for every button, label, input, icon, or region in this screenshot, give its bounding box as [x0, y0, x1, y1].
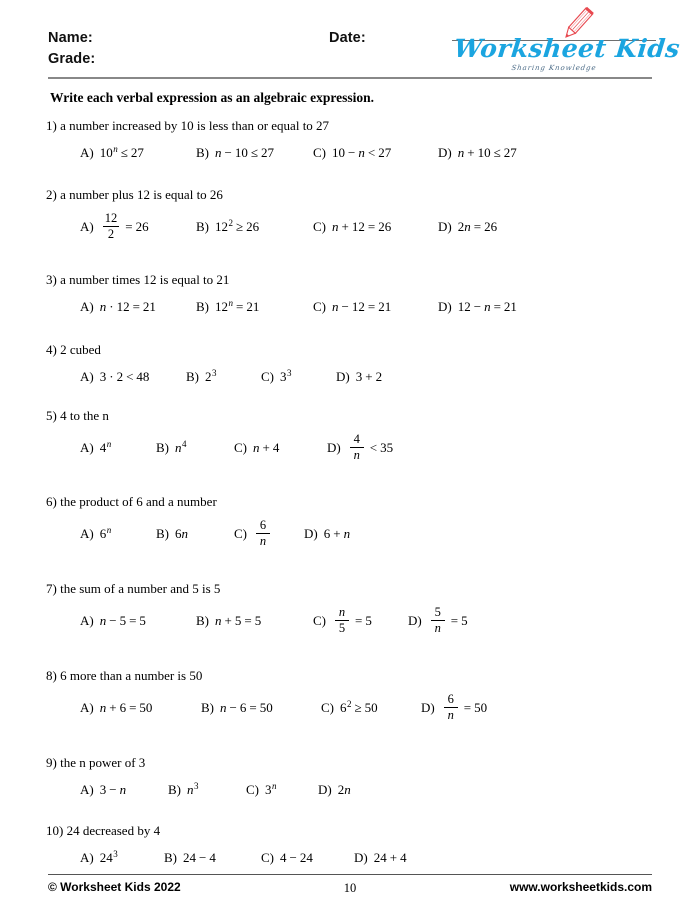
question-7-number: 7): [46, 581, 57, 596]
question-5-option-a[interactable]: [80, 428, 111, 468]
option-expression: 6 n: [99, 525, 112, 541]
option-expression: 10 n ≤ 27: [99, 144, 144, 160]
option-label: A): [80, 440, 94, 455]
question-7-option-b[interactable]: [196, 601, 261, 641]
question-9-option-b[interactable]: [168, 775, 199, 805]
question-10-option-b[interactable]: [164, 843, 216, 873]
question-1-options: [46, 138, 652, 172]
option-expression: $\frac{12}{2}$ = 26: [104, 211, 149, 241]
option-label: D): [438, 145, 452, 160]
option-label: D): [304, 526, 318, 541]
question-5: [46, 408, 652, 470]
question-9-number: 9): [46, 755, 57, 770]
header-divider: [48, 77, 652, 79]
option-label: C): [261, 369, 274, 384]
question-6-option-c[interactable]: [234, 514, 273, 554]
question-6-text: the product of 6 and a number: [60, 494, 217, 509]
question-3-number: 3): [46, 272, 57, 287]
question-7: [46, 581, 652, 643]
question-10-option-c[interactable]: [261, 843, 313, 873]
question-6-option-d[interactable]: [304, 514, 350, 554]
question-3-prompt: [46, 272, 652, 288]
question-4-option-a[interactable]: [80, 362, 149, 392]
worksheet-header: [48, 22, 682, 74]
directions-text: Write each verbal expression as an algebraic expression.: [50, 90, 374, 105]
question-5-option-d[interactable]: [327, 428, 393, 468]
option-label: A): [80, 613, 94, 628]
logo-brand-text: Worksheet Kids: [452, 34, 682, 63]
question-8-text: 6 more than a number is 50: [60, 668, 203, 683]
question-10-number: 10): [46, 823, 64, 838]
question-5-text: 4 to the n: [60, 408, 109, 423]
option-label: B): [168, 782, 181, 797]
question-6: [46, 494, 652, 556]
option-expression: $\frac{4}{n}$ < 35: [347, 428, 393, 468]
question-8-option-c[interactable]: [321, 688, 378, 728]
option-expression: n + 6 = 50: [99, 700, 153, 715]
question-10-prompt: [46, 823, 652, 839]
question-4-options: [46, 362, 652, 396]
option-expression: 12 n = 21: [215, 298, 260, 314]
footer-website[interactable]: www.worksheetkids.com: [509, 880, 652, 894]
option-label: B): [164, 850, 177, 865]
option-expression: 3 n: [265, 781, 277, 797]
question-8-option-a[interactable]: [80, 688, 152, 728]
question-9-option-a[interactable]: [80, 775, 126, 805]
option-expression: 6 + n: [323, 526, 351, 541]
option-expression: 2 n: [337, 782, 351, 797]
question-5-option-c[interactable]: [234, 428, 279, 468]
question-5-options: [46, 428, 652, 470]
option-label: D): [327, 440, 341, 455]
option-label: D): [318, 782, 332, 797]
option-label: C): [313, 145, 326, 160]
option-expression: 24 3: [99, 849, 118, 865]
question-8: [46, 668, 652, 730]
question-7-prompt: [46, 581, 652, 597]
footer-page-number: 10: [343, 881, 357, 895]
option-expression: 4 − 24: [280, 850, 313, 865]
option-label: A): [80, 850, 94, 865]
question-9-option-d[interactable]: [318, 775, 351, 805]
option-label: D): [336, 369, 350, 384]
option-label: B): [196, 219, 209, 234]
option-label: C): [313, 613, 326, 628]
option-expression: 2 3: [205, 368, 217, 384]
option-expression: 3 3: [280, 368, 292, 384]
name-field-label: Name:: [48, 30, 93, 46]
option-expression: 2 n = 26: [457, 219, 498, 234]
question-3-text: a number times 12 is equal to 21: [60, 272, 230, 287]
question-3-option-d[interactable]: [438, 292, 517, 322]
option-expression: $\frac{6}{n}$ = 50: [441, 688, 487, 728]
option-label: A): [80, 219, 94, 234]
option-expression: 3 − n: [99, 782, 127, 797]
question-10: [46, 823, 652, 877]
question-7-option-a[interactable]: [80, 601, 146, 641]
option-label: B): [196, 145, 209, 160]
date-field-label: Date:: [329, 30, 366, 46]
question-4-option-d[interactable]: [336, 362, 382, 392]
question-4: [46, 342, 652, 396]
option-expression: 10 − n < 27: [332, 145, 392, 160]
option-label: C): [246, 782, 259, 797]
question-5-option-b[interactable]: [156, 428, 187, 468]
grade-field-label: Grade:: [48, 51, 96, 67]
question-3: [46, 272, 652, 326]
option-label: C): [313, 299, 326, 314]
option-expression: n + 4: [253, 440, 280, 455]
option-label: C): [261, 850, 274, 865]
option-label: A): [80, 526, 94, 541]
option-label: B): [201, 700, 214, 715]
question-6-options: [46, 514, 652, 556]
logo-tagline-text: Sharing Knowledge: [510, 64, 598, 72]
question-7-option-d[interactable]: [408, 601, 468, 641]
question-2-prompt: [46, 187, 652, 203]
question-8-option-b[interactable]: [201, 688, 273, 728]
option-expression: n + 5 = 5: [215, 613, 262, 628]
option-expression: 3 · 2 < 48: [99, 369, 150, 384]
option-expression: n − 5 = 5: [99, 613, 146, 628]
question-5-number: 5): [46, 408, 57, 423]
option-label: A): [80, 700, 94, 715]
option-label: B): [156, 440, 169, 455]
option-label: B): [156, 526, 169, 541]
option-expression: 24 − 4: [183, 850, 216, 865]
question-4-option-b[interactable]: [186, 362, 217, 392]
question-10-text: 24 decreased by 4: [66, 823, 161, 838]
question-2-option-d[interactable]: [438, 207, 497, 247]
question-2: [46, 187, 652, 249]
worksheet-footer: [48, 880, 652, 900]
option-expression: $\frac{n}{5}$ = 5: [332, 601, 372, 641]
question-1-text: a number increased by 10 is less than or equal to 27: [60, 118, 330, 133]
question-3-option-c[interactable]: [313, 292, 391, 322]
footer-copyright: © Worksheet Kids 2022: [48, 880, 181, 894]
option-expression: n + 10 ≤ 27: [457, 145, 517, 160]
question-7-text: the sum of a number and 5 is 5: [60, 581, 221, 596]
footer-divider: [48, 874, 652, 875]
question-6-prompt: [46, 494, 652, 510]
option-label: A): [80, 145, 94, 160]
question-9-text: the n power of 3: [60, 755, 146, 770]
question-7-options: [46, 601, 652, 643]
question-2-option-c[interactable]: [313, 207, 391, 247]
question-10-option-a[interactable]: [80, 843, 118, 873]
question-1-option-c[interactable]: [313, 138, 391, 168]
question-8-number: 8): [46, 668, 57, 683]
option-expression: 6 n: [175, 526, 188, 541]
question-4-number: 4): [46, 342, 57, 357]
question-9: [46, 755, 652, 809]
option-label: C): [234, 526, 247, 541]
option-label: B): [196, 613, 209, 628]
option-label: A): [80, 369, 94, 384]
option-expression: 24 + 4: [373, 850, 407, 865]
question-10-options: [46, 843, 652, 877]
question-2-text: a number plus 12 is equal to 26: [60, 187, 223, 202]
question-7-option-c[interactable]: [313, 601, 372, 641]
option-expression: n − 10 ≤ 27: [215, 145, 274, 160]
question-1: [46, 118, 652, 172]
option-expression: $\frac{5}{n}$ = 5: [428, 601, 468, 641]
option-label: D): [438, 299, 452, 314]
option-label: D): [438, 219, 452, 234]
question-1-option-b[interactable]: [196, 138, 274, 168]
question-6-option-b[interactable]: [156, 514, 188, 554]
question-10-option-d[interactable]: [354, 843, 407, 873]
question-3-option-a[interactable]: [80, 292, 156, 322]
question-1-option-d[interactable]: [438, 138, 517, 168]
question-9-option-c[interactable]: [246, 775, 277, 805]
question-1-number: 1): [46, 118, 57, 133]
option-expression: $\frac{6}{n}$: [253, 520, 273, 548]
option-expression: n − 12 = 21: [332, 299, 392, 314]
question-1-prompt: [46, 118, 652, 134]
question-6-option-a[interactable]: [80, 514, 111, 554]
option-label: A): [80, 782, 94, 797]
question-6-number: 6): [46, 494, 57, 509]
question-2-options: [46, 207, 652, 249]
option-expression: n 3: [187, 781, 199, 797]
question-9-prompt: [46, 755, 652, 771]
question-8-prompt: [46, 668, 652, 684]
option-label: B): [186, 369, 199, 384]
option-expression: n + 12 = 26: [332, 219, 392, 234]
question-4-prompt: [46, 342, 652, 358]
question-2-option-b[interactable]: [196, 207, 259, 247]
question-2-option-a[interactable]: [80, 207, 149, 247]
question-8-option-d[interactable]: [421, 688, 487, 728]
option-label: D): [421, 700, 435, 715]
option-label: C): [234, 440, 247, 455]
option-expression: n − 6 = 50: [220, 700, 273, 715]
option-expression: 6 2 ≥ 50: [340, 699, 378, 715]
option-expression: n · 12 = 21: [99, 299, 156, 314]
option-expression: 3 + 2: [355, 369, 383, 384]
option-label: C): [321, 700, 334, 715]
question-1-option-a[interactable]: [80, 138, 144, 168]
option-label: B): [196, 299, 209, 314]
option-label: D): [408, 613, 422, 628]
option-expression: 12 2 ≥ 26: [215, 218, 260, 234]
question-3-options: [46, 292, 652, 326]
option-label: A): [80, 299, 94, 314]
option-expression: 12 − n = 21: [457, 299, 517, 314]
option-expression: 4 n: [99, 439, 112, 455]
question-5-prompt: [46, 408, 652, 424]
question-2-number: 2): [46, 187, 57, 202]
question-4-text: 2 cubed: [60, 342, 101, 357]
question-4-option-c[interactable]: [261, 362, 292, 392]
option-label: D): [354, 850, 368, 865]
option-label: C): [313, 219, 326, 234]
question-8-options: [46, 688, 652, 730]
option-expression: n 4: [175, 439, 187, 455]
question-9-options: [46, 775, 652, 809]
question-3-option-b[interactable]: [196, 292, 259, 322]
